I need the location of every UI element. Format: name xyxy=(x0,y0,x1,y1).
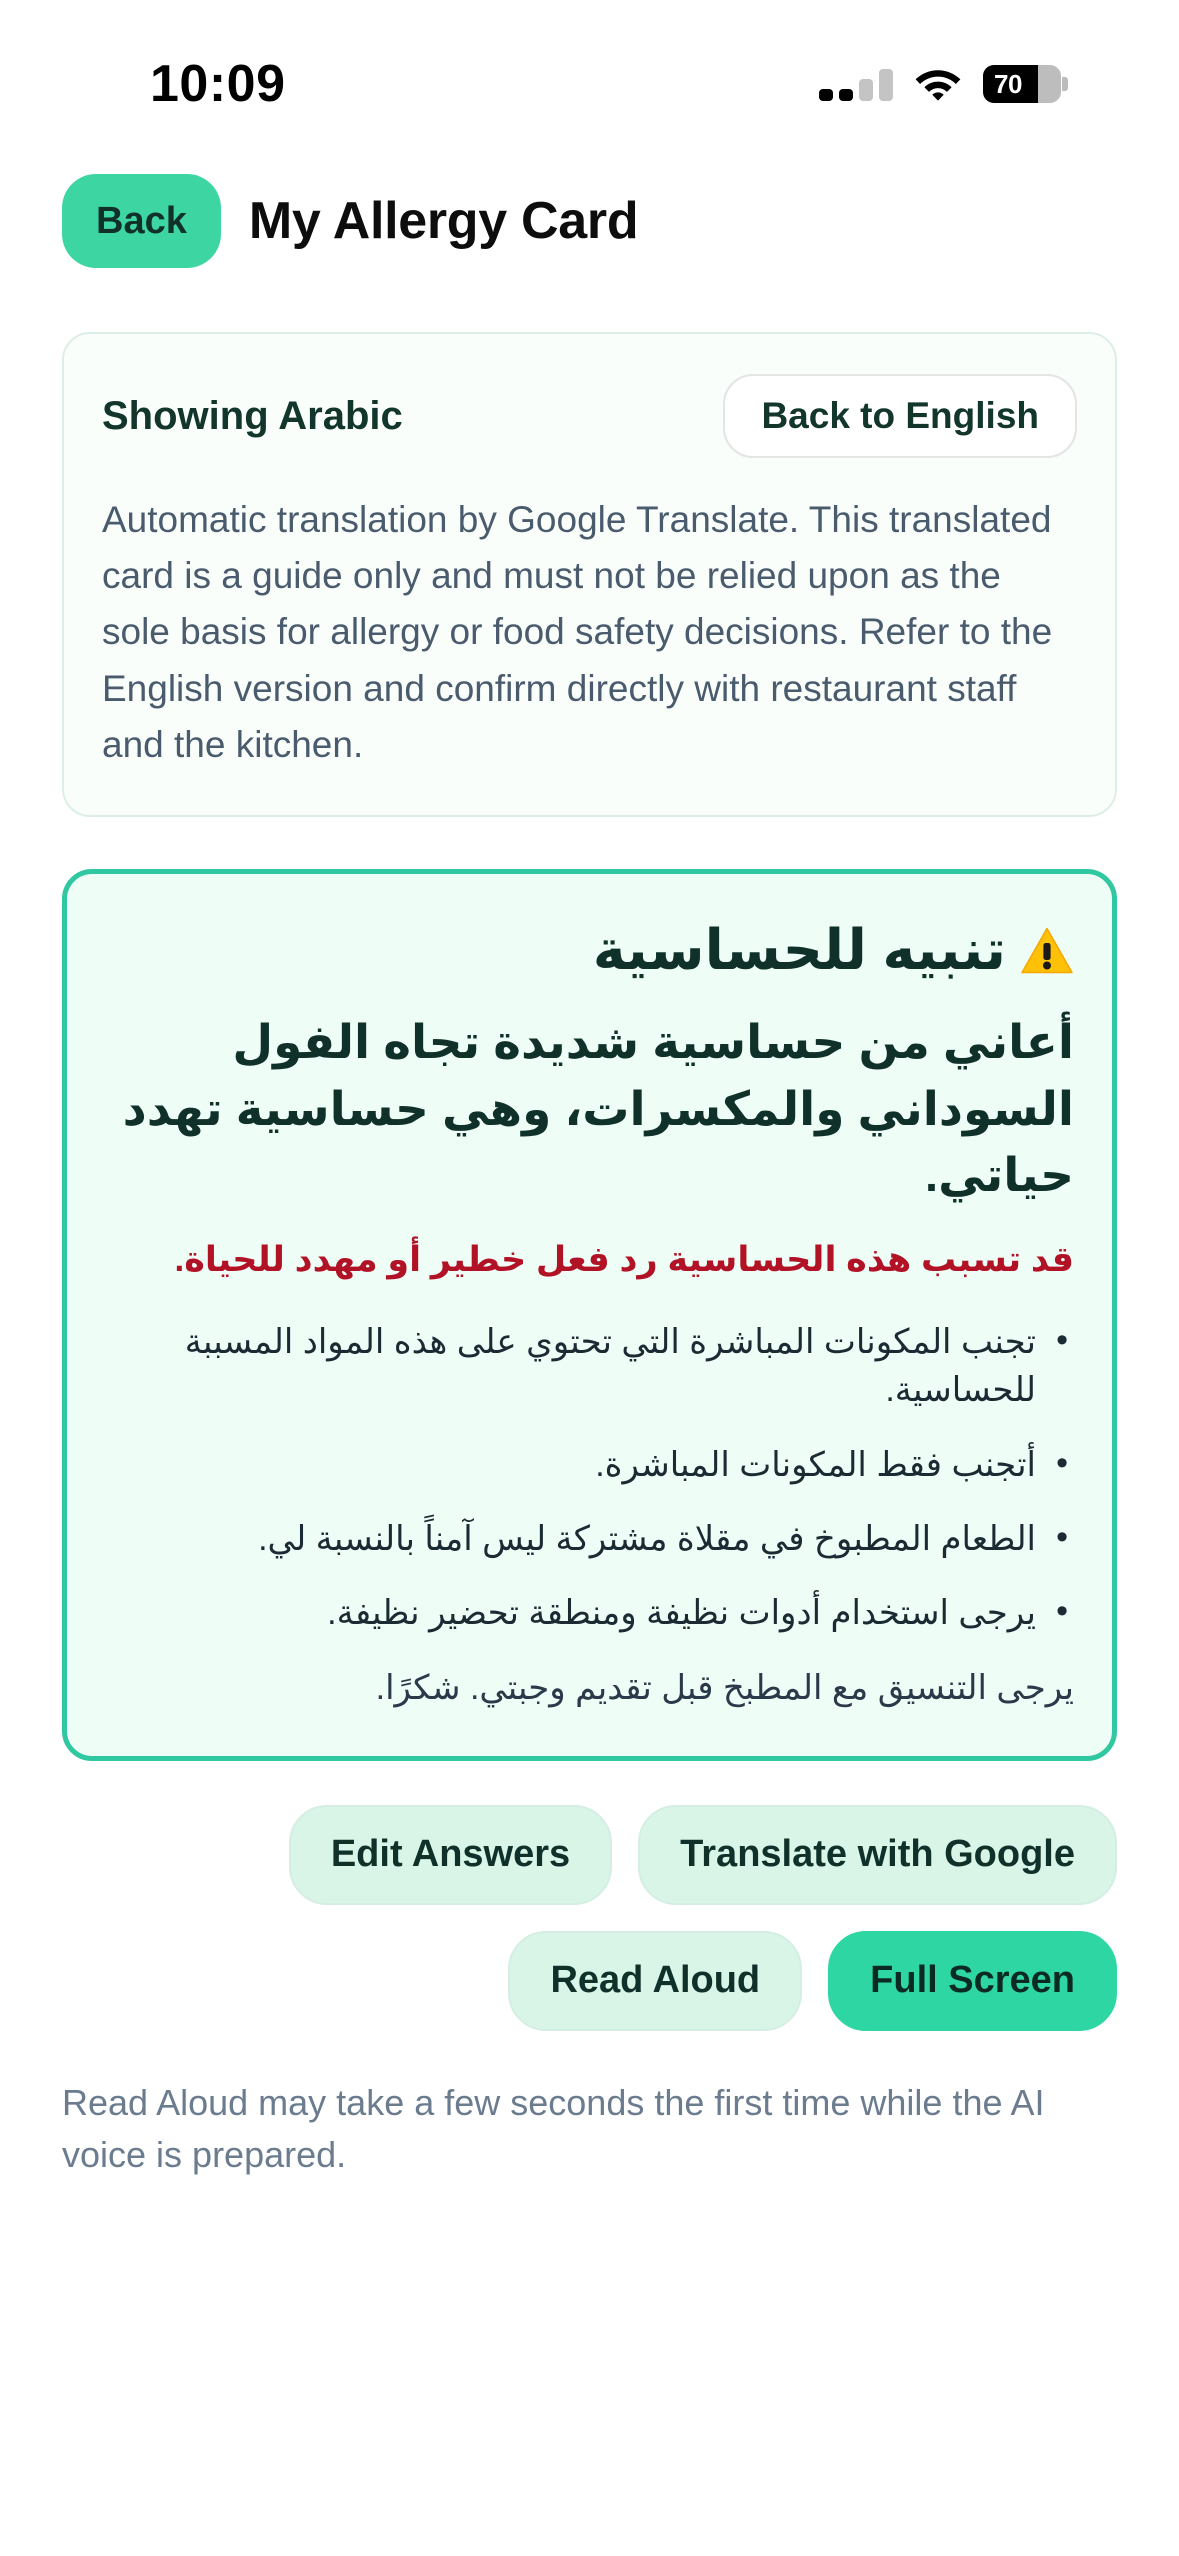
list-item: • تجنب المكونات المباشرة التي تحتوي على هذه المواد المسببة للحساسية. xyxy=(105,1318,1074,1415)
translate-with-google-button[interactable]: Translate with Google xyxy=(638,1805,1117,1905)
translation-disclaimer-text: Automatic translation by Google Translate. This translated card is a guide only and must not be relied upon as the sole basis for allergy or food safety decisions. Refer to the English version and confirm directly with restaurant staff and the kitchen. xyxy=(102,499,1053,765)
allergy-closing-text: يرجى التنسيق مع المطبخ قبل تقديم وجبتي. شكرًا. xyxy=(375,1668,1074,1707)
status-bar xyxy=(0,0,1179,150)
status-icons-group xyxy=(819,65,1061,103)
status-time: 10:09 xyxy=(150,55,286,113)
translation-notice-header xyxy=(102,374,1077,458)
allergy-heading-text: تنبيه للحساسية xyxy=(592,918,1006,982)
cellular-signal-icon xyxy=(819,67,893,101)
list-item: • أتجنب فقط المكونات المباشرة. xyxy=(105,1441,1074,1489)
full-screen-button[interactable]: Full Screen xyxy=(828,1931,1117,2031)
allergy-red-warning: قد تسبب هذه الحساسية رد فعل خطير أو مهدد للحياة. xyxy=(174,1240,1074,1280)
allergy-bullet-list xyxy=(105,1318,1074,1637)
showing-language-label: Showing Arabic xyxy=(102,393,403,438)
list-item: • الطعام المطبوخ في مقلاة مشتركة ليس آمناً بالنسبة لي. xyxy=(105,1515,1074,1563)
action-buttons-row xyxy=(0,1761,1179,2031)
allergy-card xyxy=(62,869,1117,1761)
read-aloud-button[interactable]: Read Aloud xyxy=(508,1931,802,2031)
translation-notice-card xyxy=(62,332,1117,817)
allergy-main-statement: أعاني من حساسية شديدة تجاه الفول السوداني والمكسرات، وهي حساسية تهدد حياتي. xyxy=(122,1014,1074,1202)
edit-answers-button[interactable]: Edit Answers xyxy=(289,1805,612,1905)
wifi-icon xyxy=(915,67,961,101)
battery-level-text: 70 xyxy=(994,68,1022,99)
page-header xyxy=(0,150,1179,282)
read-aloud-footer-note: Read Aloud may take a few seconds the first time while the AI voice is prepared. xyxy=(62,2081,1045,2175)
back-button[interactable]: Back xyxy=(62,174,221,268)
page-title: My Allergy Card xyxy=(248,192,639,250)
allergy-card-heading xyxy=(105,914,1074,987)
battery-icon xyxy=(983,65,1061,103)
back-to-english-button[interactable]: Back to English xyxy=(723,374,1077,458)
warning-triangle-icon xyxy=(1020,926,1074,976)
battery-cap xyxy=(1062,77,1068,91)
list-item: • يرجى استخدام أدوات نظيفة ومنطقة تحضير نظيفة. xyxy=(105,1589,1074,1637)
